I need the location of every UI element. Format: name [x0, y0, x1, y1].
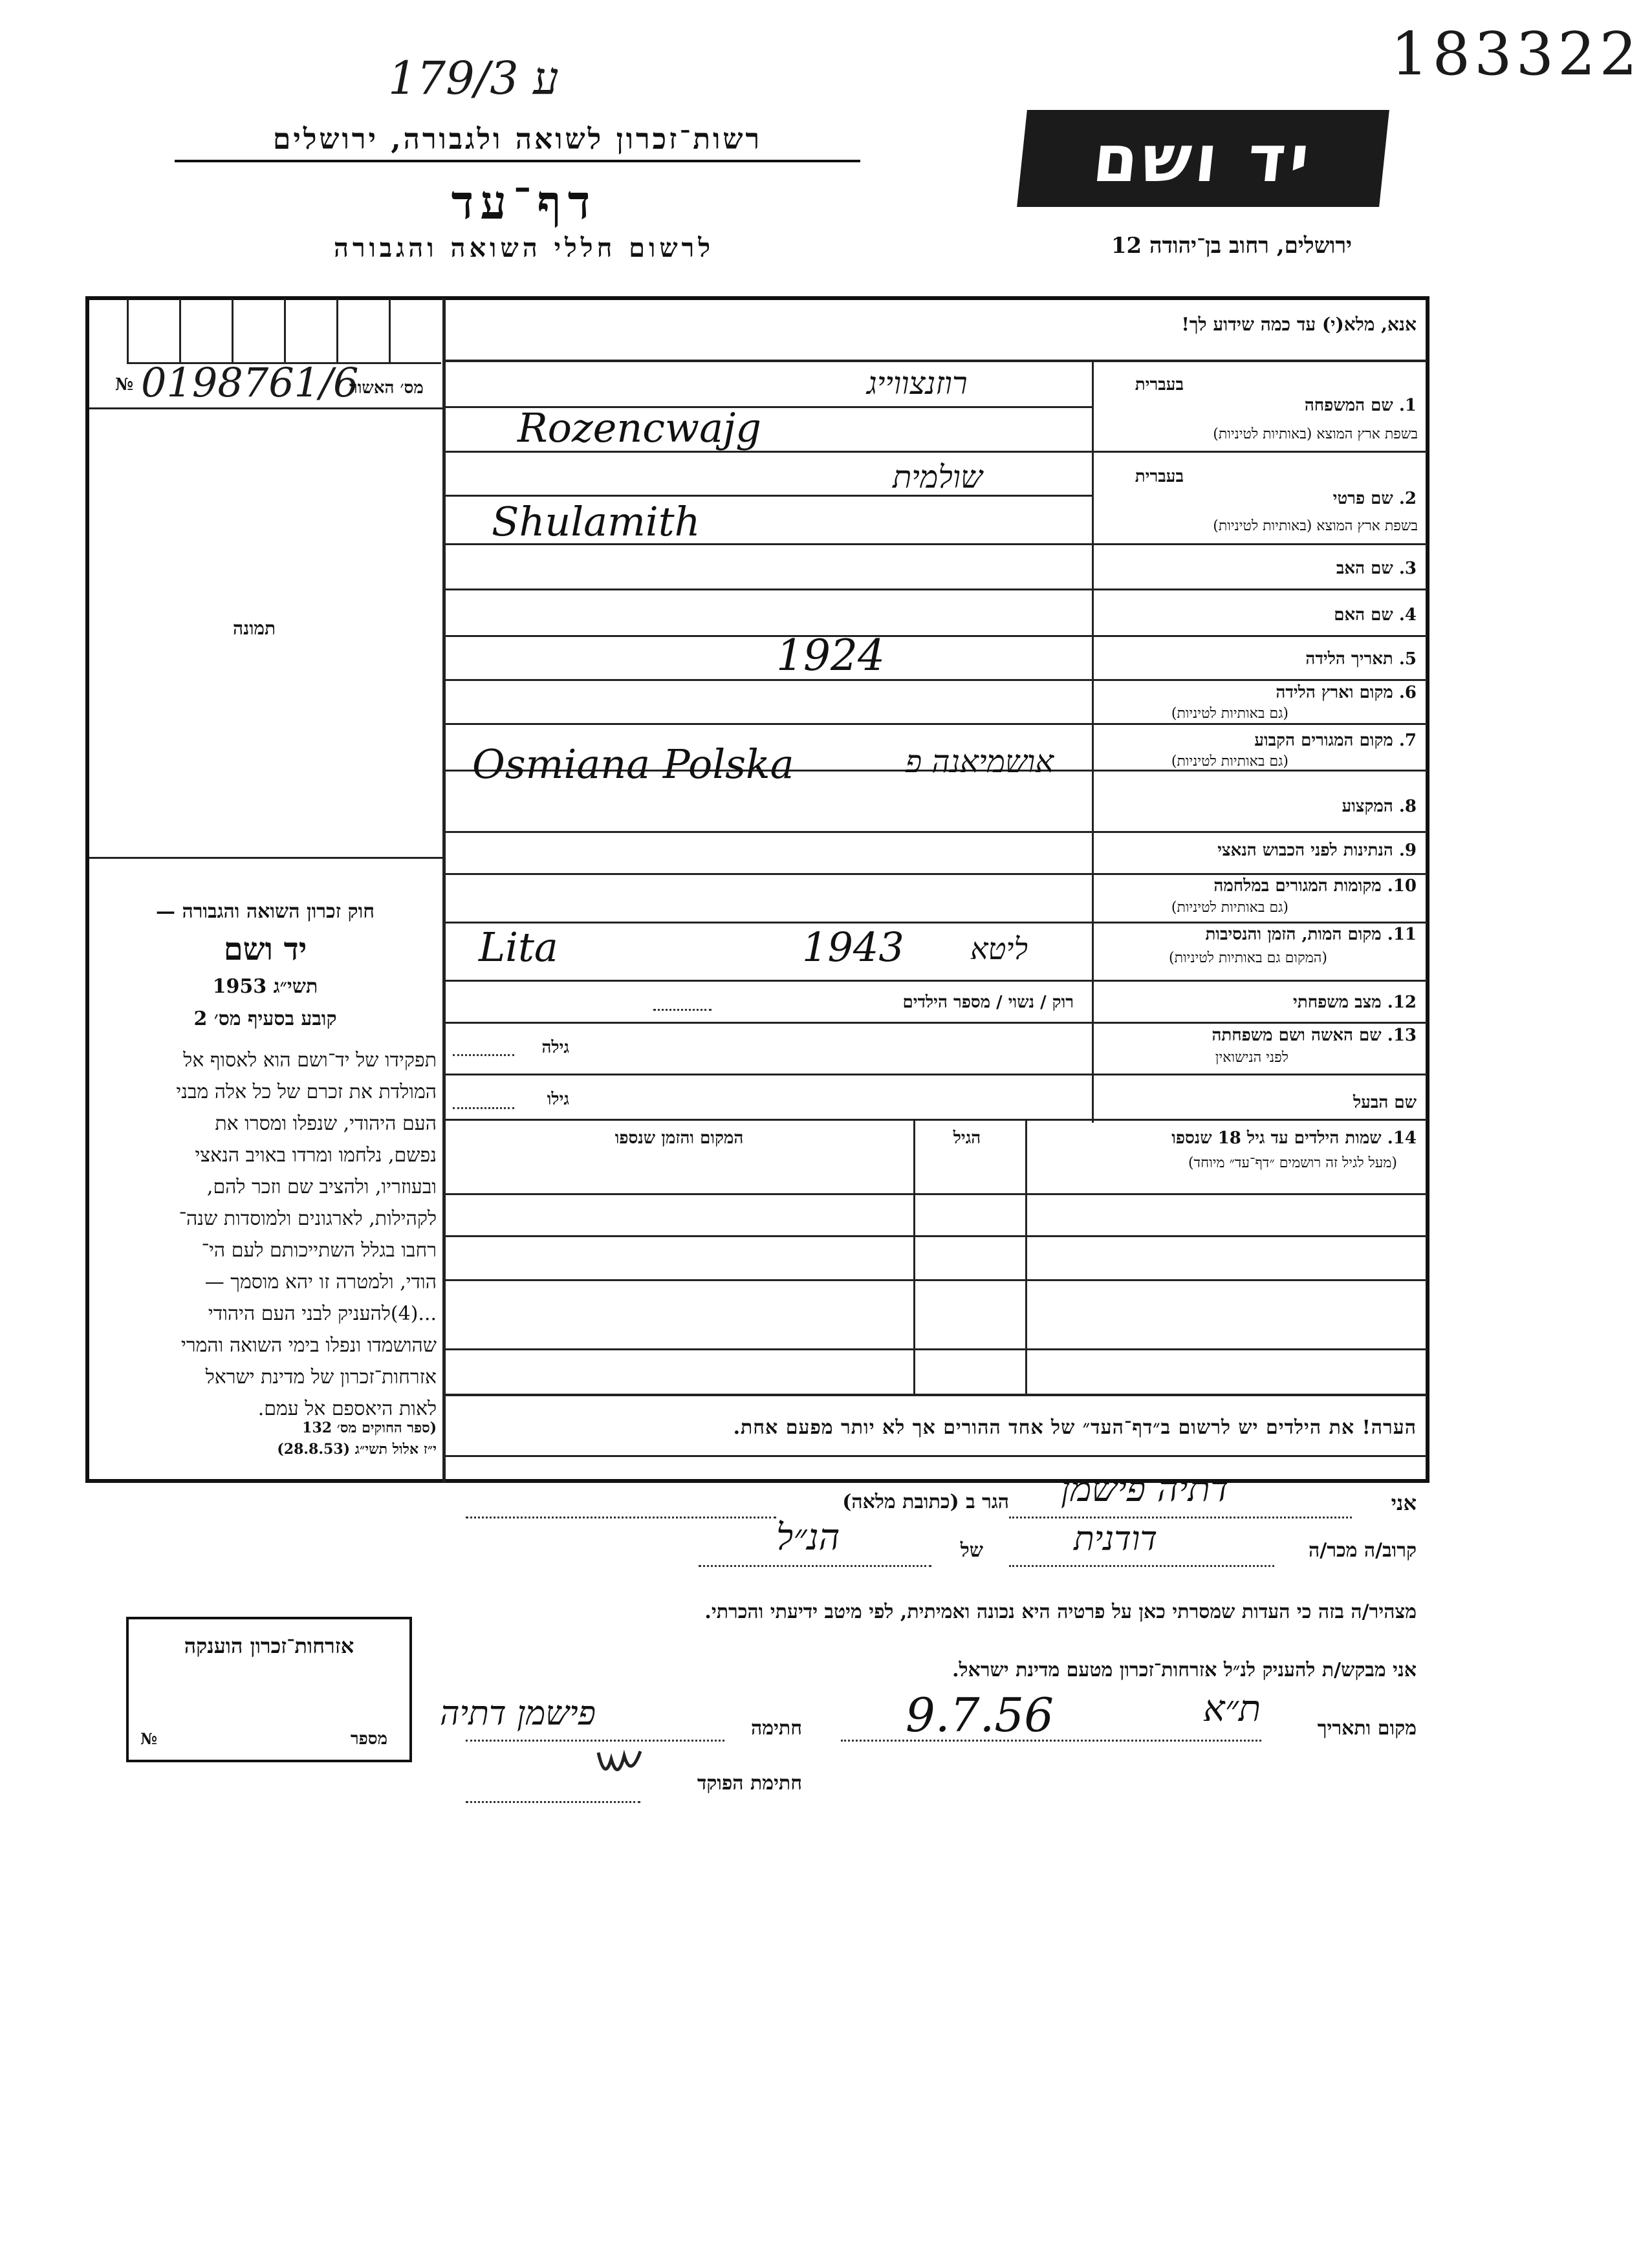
- row-rule: [445, 723, 1427, 725]
- decl-address-dots: [466, 1517, 776, 1518]
- f14-row-rule: [445, 1193, 1427, 1195]
- decl-request: אני מבקש/ת להעניק לנ״ל אזרחות־זכרון מטעם מדינת ישראל.: [952, 1659, 1417, 1681]
- decl-statement: מצהיר/ה בזה כי העדות שמסרתי כאן על פרטיה היא נכונה ואמיתית, לפי מיטב ידיעתי והכרתי.: [704, 1601, 1417, 1623]
- f12-label: 12. מצב משפחתי: [1293, 993, 1417, 1012]
- approval-label: מס׳ האשור: [349, 378, 424, 398]
- decl-signature-label: חתימה: [751, 1717, 802, 1740]
- instruction: אנא, מלא(י) עד כמה שידוע לך!: [1181, 314, 1417, 335]
- f5-value: 1924: [776, 631, 885, 680]
- f4-label: 4. שם האם: [1334, 605, 1417, 625]
- citizenship-box: [126, 1617, 412, 1762]
- photo-label: תמונה: [233, 618, 276, 639]
- form-subtitle: לרשום חללי השואה והגבורה: [333, 233, 715, 263]
- decl-of-label: של: [960, 1539, 983, 1562]
- law-line: רחבו בגלל השתייכותם לעם הי־: [201, 1239, 437, 1262]
- f14-col-place: המקום והזמן שנספו: [614, 1129, 744, 1148]
- law-line: המולדת את זכרם של כל אלה מבני: [176, 1081, 437, 1103]
- f13-label: 13. שם האשה ושם משפחתה: [1212, 1026, 1417, 1045]
- citizenship-box-sign: №: [140, 1729, 158, 1748]
- yad-vashem-logo: [1017, 110, 1389, 207]
- law-clause: קובע בסעיף מס׳ 2: [193, 1008, 337, 1030]
- law-line: הודי, ולמטרה זו יהא מוסמך —: [204, 1271, 437, 1293]
- f1-sub: בשפת ארץ המוצא (באותיות לטיניות): [1213, 426, 1418, 442]
- f6-sub: (גם באותיות לטיניות): [1171, 706, 1288, 722]
- decl-date-value: 9.7.56: [906, 1688, 1054, 1742]
- decl-i-label: אני: [1391, 1491, 1417, 1515]
- law-line: תפקידו של יד־ושם הוא לאסוף אל: [183, 1049, 437, 1072]
- f6-label: 6. מקום וארץ הלידה: [1276, 683, 1417, 702]
- row-rule: [445, 873, 1427, 875]
- label-column-divider: [1092, 360, 1094, 1123]
- f14-col-divider: [913, 1119, 915, 1394]
- row-rule: [445, 831, 1427, 833]
- row-rule: [445, 1119, 1427, 1121]
- decl-officer-label: חתימת הפוקד: [697, 1772, 802, 1795]
- law-name: יד ושם: [223, 931, 307, 967]
- citizenship-box-number-label: מספר: [350, 1729, 387, 1749]
- f1-hebrew-tag: בעברית: [1135, 375, 1184, 394]
- decl-resides-label: הגר ב (כתובת מלאה): [842, 1491, 1009, 1513]
- law-line: העם היהודי, שנפלו ומסרו את: [215, 1112, 437, 1135]
- law-ref-1: (ספר החוקים מס׳ 132: [302, 1420, 437, 1436]
- f14-sub: (מעל לגיל זה רושמים ״דף־עד״ מיוחד): [1188, 1155, 1397, 1171]
- authority-line: רשות־זכרון לשואה ולגבורה, ירושלים: [175, 123, 860, 162]
- f13-sub: לפני הנישואין: [1215, 1050, 1288, 1066]
- f11-value-latin: Lita: [479, 923, 558, 971]
- row-rule: [445, 922, 1427, 923]
- approval-underline: [89, 407, 442, 409]
- f14-col-age: הגיל: [953, 1129, 981, 1148]
- law-line: ובעוזריו, ולהציב שם וזכר להם,: [206, 1176, 437, 1198]
- note-rule: [445, 1455, 1427, 1457]
- decl-of-dots: [699, 1565, 931, 1567]
- husband-label: שם הבעל: [1353, 1093, 1417, 1112]
- archive-number: 183322: [1391, 19, 1641, 89]
- law-line: לאות היאספם אל עמם.: [257, 1398, 437, 1420]
- law-ref-2: י״ז אלול תשי״ג (28.8.53): [277, 1441, 437, 1458]
- f12-children-dots: [653, 1009, 712, 1011]
- instruction-rule: [442, 360, 1427, 362]
- law-line: נפשם, נלחמו ומרדו באויב הנאצי: [195, 1144, 437, 1167]
- left-column-divider: [442, 299, 446, 1482]
- form-title: דף־עד: [451, 175, 597, 230]
- decl-place-date-label: מקום ותאריך: [1317, 1717, 1417, 1740]
- address: ירושלים, רחוב בן־יהודה 12: [1111, 233, 1352, 259]
- f11-label: 11. מקום המות, הזמן והנסיבות: [1205, 925, 1417, 944]
- row-rule: [445, 635, 1427, 637]
- officer-signature-mark: [595, 1746, 647, 1785]
- note: הערה! את הילדים יש לרשום ב״דף־העד״ של אחד ההורים אך לא יותר מפעם אחת.: [733, 1416, 1417, 1439]
- law-line: לקהילות, לארגונים ולמוסדות שנה־: [179, 1207, 437, 1230]
- f3-label: 3. שם האב: [1336, 559, 1417, 578]
- decl-place-value: ת״א: [1203, 1688, 1261, 1730]
- decl-of-value: הנ״ל: [776, 1517, 840, 1559]
- f9-label: 9. הנתינות לפני הכבוש הנאצי: [1217, 841, 1417, 860]
- logo-text: יד ושם: [1089, 120, 1317, 197]
- f7-value-hebrew: אושמיאנה פ: [906, 744, 1054, 780]
- law-year: תשי״ג 1953: [212, 975, 318, 998]
- f1-label: 1. שם המשפחה: [1304, 396, 1417, 415]
- decl-officer-dots: [466, 1801, 640, 1803]
- f10-label: 10. מקומות המגורים במלחמה: [1213, 876, 1417, 896]
- f7-sub: (גם באותיות לטיניות): [1171, 753, 1288, 770]
- decl-signature-value: פישמן דתיה: [440, 1694, 596, 1733]
- citizenship-box-title: אזרחות־זכרון הוענקה: [184, 1634, 354, 1658]
- approval-no-sign: №: [115, 375, 134, 394]
- f14-col-divider: [1025, 1119, 1027, 1394]
- f14-label: 14. שמות הילדים עד גיל 18 שנספו: [1171, 1129, 1417, 1148]
- f14-row-rule: [445, 1235, 1427, 1237]
- f13-age-label: גילה: [541, 1038, 569, 1057]
- f8-label: 8. המקצוע: [1342, 797, 1417, 816]
- f7-value-latin: Osmiana Polska: [472, 740, 794, 788]
- law-line: אזרחות־זכרון של מדינת ישראל: [205, 1366, 437, 1388]
- f13-age-dots: [453, 1054, 514, 1056]
- f14-row-rule: [445, 1348, 1427, 1350]
- approval-value: 0198761/6: [141, 359, 359, 406]
- f11-sub: (המקום גם באותיות לטיניות): [1169, 950, 1327, 966]
- law-line: ...(4)להעניק לבני העם היהודי: [208, 1302, 437, 1325]
- f2-value-latin: Shulamith: [492, 498, 701, 545]
- f7-label: 7. מקום המגורים הקבוע: [1254, 731, 1417, 750]
- decl-name-dots: [1009, 1517, 1352, 1518]
- reference-handwritten: 179/ע 3: [388, 52, 559, 105]
- f5-label: 5. תאריך הלידה: [1305, 649, 1417, 669]
- law-line: שהושמדו ונפלו בימי השואה והמרי: [180, 1334, 437, 1357]
- f11-value-year: 1943: [802, 923, 904, 971]
- decl-i-value: דתיה פישמן: [1061, 1468, 1229, 1510]
- law-top-rule: [89, 857, 442, 859]
- f2-hebrew-tag: בעברית: [1135, 467, 1184, 486]
- row-rule: [445, 495, 1092, 497]
- f1-value-latin: Rozencwajg: [517, 404, 761, 451]
- decl-relative-label: קרוב/ה מכר/ה: [1309, 1539, 1417, 1562]
- f11-value-hebrew: ליטא: [970, 931, 1028, 966]
- f10-sub: (גם באותיות לטיניות): [1171, 900, 1288, 916]
- husband-age-label: גילו: [547, 1090, 569, 1109]
- row-rule: [445, 589, 1427, 590]
- row-rule: [445, 980, 1427, 982]
- f2-sub: בשפת ארץ המוצא (באותיות לטיניות): [1213, 518, 1418, 534]
- decl-relative-dots: [1009, 1565, 1274, 1567]
- law-text: [94, 1044, 437, 1425]
- row-rule: [445, 679, 1427, 681]
- decl-date-dots: [841, 1740, 1261, 1742]
- decl-relative-value: דודנית: [1074, 1520, 1158, 1559]
- row-rule: [445, 1022, 1427, 1024]
- f2-value-hebrew: שולמית: [893, 459, 983, 495]
- f1-value-hebrew: רוזנצווייג: [867, 365, 968, 402]
- f2-label: 2. שם פרטי: [1332, 489, 1417, 508]
- approval-ticks: [127, 299, 441, 364]
- law-title: חוק זכרון השואה והגבורה —: [156, 900, 375, 923]
- husband-age-dots: [453, 1107, 514, 1109]
- row-rule: [445, 1074, 1427, 1075]
- f14-row-rule: [445, 1394, 1427, 1396]
- decl-signature-dots: [466, 1740, 724, 1742]
- f14-row-rule: [445, 1279, 1427, 1281]
- f12-options: רוק / נשוי / מספר הילדים: [902, 993, 1074, 1012]
